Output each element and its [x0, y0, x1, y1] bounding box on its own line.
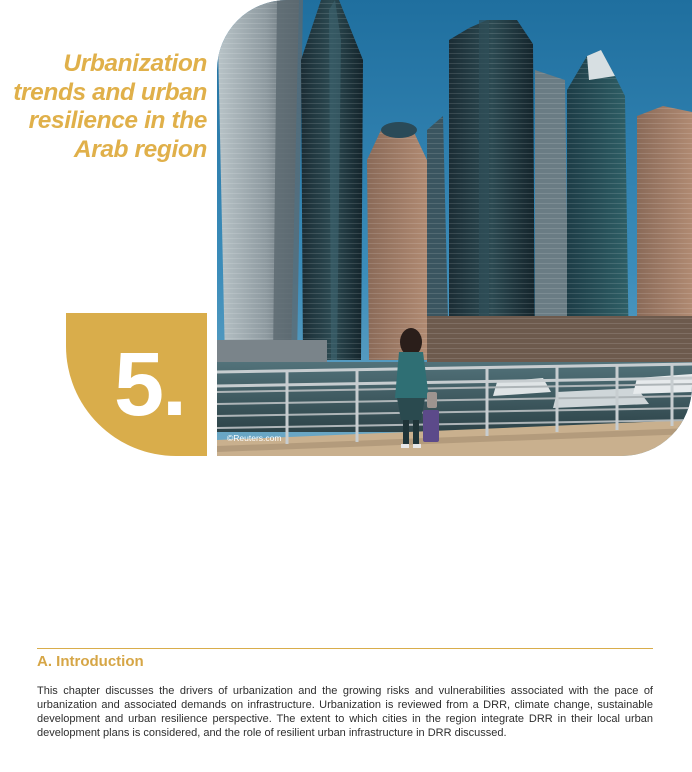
section-heading: A. Introduction [37, 653, 144, 670]
section-divider [37, 648, 653, 649]
intro-paragraph: This chapter discusses the drivers of urbanization and the growing risks and vulnerabilities associated with the pace of urbanization and associated demands on infrastructure. Urbanization is reviewed from a DRR, climate change, sustainable development and urban resilience perspective. The extent to which cities in the region integrate DRR in their local urban development plans is considered, and the role of resilient urban infrastructure in DRR discussed. [37, 685, 653, 739]
title-line: trends and urban [13, 78, 207, 106]
photo-credit: ©Reuters.com [227, 433, 282, 443]
skyline-photo [217, 0, 692, 456]
title-line: Arab region [73, 135, 207, 163]
chapter-title [8, 50, 207, 164]
chapter-number-block [66, 313, 207, 456]
title-line: Urbanization [63, 50, 207, 77]
cover-photo [217, 0, 692, 456]
chapter-number: 5. [113, 335, 185, 435]
title-line: resilience in the [28, 107, 207, 134]
